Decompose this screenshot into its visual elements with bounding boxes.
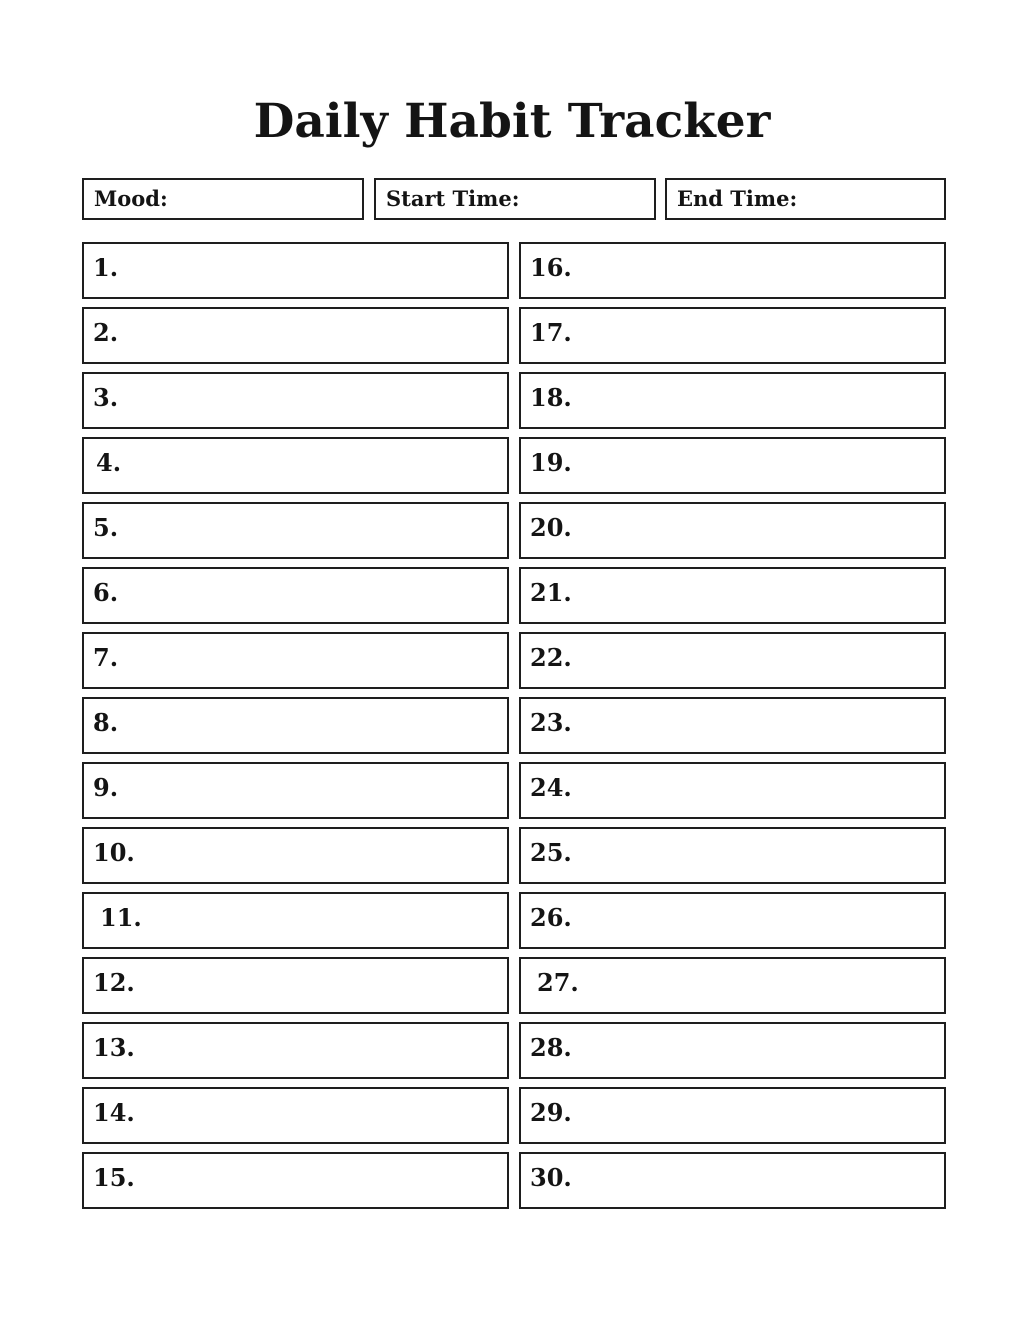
habit-row-2[interactable]: [82, 307, 509, 364]
habit-number: 7.: [93, 643, 119, 672]
habit-number: 20.: [530, 513, 572, 542]
habit-row-1[interactable]: [82, 242, 509, 299]
page-title: Daily Habit Tracker: [253, 94, 771, 149]
habit-number: 3.: [93, 383, 119, 412]
end-time-label: End Time:: [677, 185, 798, 211]
mood-label: Mood:: [94, 185, 168, 211]
habit-row-5[interactable]: [82, 502, 509, 559]
habit-number: 6.: [93, 578, 119, 607]
habit-number: 27.: [537, 968, 579, 997]
habit-row-17[interactable]: [519, 307, 946, 364]
habit-row-21[interactable]: [519, 567, 946, 624]
habit-row-18[interactable]: [519, 372, 946, 429]
habit-row-11[interactable]: [82, 892, 509, 949]
habit-number: 2.: [93, 318, 119, 347]
habit-number: 10.: [93, 838, 135, 867]
habit-row-13[interactable]: [82, 1022, 509, 1079]
habit-column-left: [82, 242, 509, 1209]
habit-row-19[interactable]: [519, 437, 946, 494]
habit-number: 23.: [530, 708, 572, 737]
habit-row-22[interactable]: [519, 632, 946, 689]
habit-row-23[interactable]: [519, 697, 946, 754]
habit-number: 29.: [530, 1098, 572, 1127]
start-time-field[interactable]: [374, 178, 656, 220]
habit-number: 22.: [530, 643, 572, 672]
habit-row-12[interactable]: [82, 957, 509, 1014]
habit-row-20[interactable]: [519, 502, 946, 559]
habit-number: 12.: [93, 968, 135, 997]
end-time-field[interactable]: [665, 178, 946, 220]
habit-row-15[interactable]: [82, 1152, 509, 1209]
habit-number: 15.: [93, 1163, 135, 1192]
habit-number: 19.: [530, 448, 572, 477]
habit-row-24[interactable]: [519, 762, 946, 819]
habit-number: 4.: [96, 448, 122, 477]
habit-row-10[interactable]: [82, 827, 509, 884]
habit-row-25[interactable]: [519, 827, 946, 884]
habit-row-3[interactable]: [82, 372, 509, 429]
habit-row-27[interactable]: [519, 957, 946, 1014]
habit-number: 14.: [93, 1098, 135, 1127]
habit-row-6[interactable]: [82, 567, 509, 624]
habit-number: 26.: [530, 903, 572, 932]
habit-number: 24.: [530, 773, 572, 802]
habit-number: 9.: [93, 773, 119, 802]
habit-row-9[interactable]: [82, 762, 509, 819]
habit-number: 11.: [100, 903, 142, 932]
habit-row-16[interactable]: [519, 242, 946, 299]
mood-field[interactable]: [82, 178, 364, 220]
habit-row-8[interactable]: [82, 697, 509, 754]
habit-number: 30.: [530, 1163, 572, 1192]
habit-row-29[interactable]: [519, 1087, 946, 1144]
habit-number: 13.: [93, 1033, 135, 1062]
habit-row-14[interactable]: [82, 1087, 509, 1144]
habit-row-7[interactable]: [82, 632, 509, 689]
habit-number: 21.: [530, 578, 572, 607]
habit-column-right: [519, 242, 946, 1209]
habit-number: 5.: [93, 513, 119, 542]
habit-number: 16.: [530, 253, 572, 282]
habit-number: 18.: [530, 383, 572, 412]
habit-number: 1.: [93, 253, 119, 282]
habit-number: 8.: [93, 708, 119, 737]
start-time-label: Start Time:: [386, 185, 520, 211]
habit-number: 25.: [530, 838, 572, 867]
habit-number: 17.: [530, 318, 572, 347]
habit-row-26[interactable]: [519, 892, 946, 949]
habit-row-4[interactable]: [82, 437, 509, 494]
habit-row-28[interactable]: [519, 1022, 946, 1079]
habit-number: 28.: [530, 1033, 572, 1062]
habit-row-30[interactable]: [519, 1152, 946, 1209]
